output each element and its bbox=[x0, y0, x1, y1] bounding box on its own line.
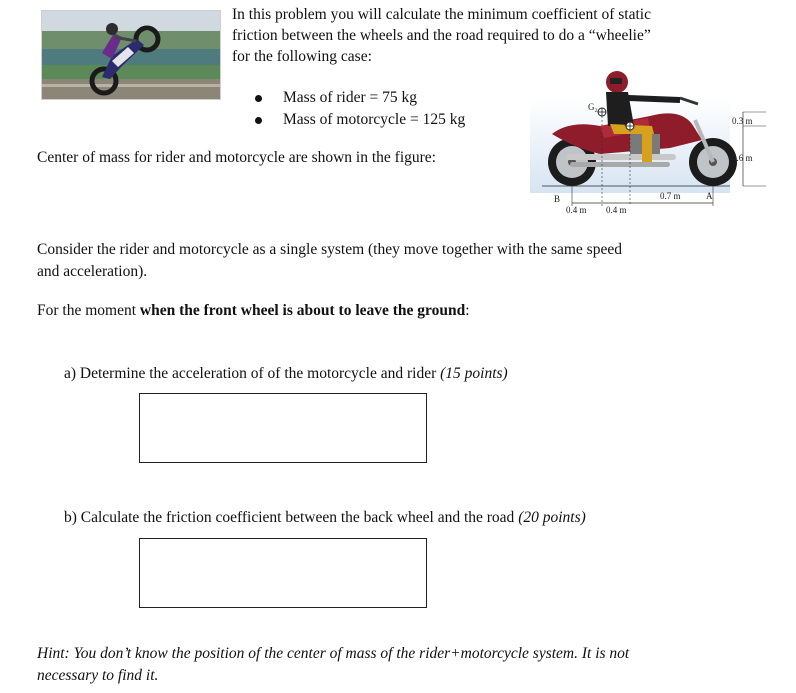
moment-suffix: : bbox=[465, 302, 470, 319]
hint-paragraph bbox=[37, 643, 757, 687]
g1-label: G₁ bbox=[617, 116, 627, 126]
moment-statement bbox=[37, 302, 470, 320]
intro-line-3: for the following case: bbox=[232, 48, 372, 65]
hint-line-2: necessary to find it. bbox=[37, 667, 159, 684]
dim-0-4-second: 0.4 m bbox=[606, 205, 627, 215]
b-label: B bbox=[554, 194, 561, 204]
question-b bbox=[64, 509, 586, 527]
moment-prefix: For the moment bbox=[37, 302, 140, 319]
center-of-mass-text: Center of mass for rider and motorcycle are shown in the figure: bbox=[37, 149, 436, 166]
motorcycle-mass-text: Mass of motorcycle = 125 kg bbox=[283, 111, 466, 128]
question-a-text: a) Determine the acceleration of of the motorcycle and rider bbox=[64, 365, 441, 382]
wheelie-photo-drawing bbox=[42, 11, 220, 99]
g2-label: G₂ bbox=[588, 102, 598, 112]
question-a-points: (15 points) bbox=[440, 365, 508, 382]
moment-bold: when the front wheel is about to leave the ground bbox=[139, 302, 466, 319]
motorcycle-figure bbox=[530, 68, 770, 218]
answer-box-b[interactable] bbox=[139, 538, 427, 608]
list-item bbox=[255, 109, 465, 131]
list-item bbox=[255, 87, 465, 109]
intro-paragraph bbox=[232, 4, 732, 67]
dim-0-7: 0.7 m bbox=[660, 191, 681, 201]
consider-line-1: Consider the rider and motorcycle as a single system (they move together with the same speed bbox=[37, 241, 622, 258]
rider-mass-text: Mass of rider = 75 kg bbox=[283, 89, 418, 106]
answer-box-a[interactable] bbox=[139, 393, 427, 463]
question-a bbox=[64, 365, 508, 383]
bullet-icon bbox=[255, 95, 262, 102]
a-label: A bbox=[706, 191, 713, 201]
question-b-text: b) Calculate the friction coefficient between the back wheel and the road bbox=[64, 509, 519, 526]
consider-paragraph bbox=[37, 239, 717, 283]
question-b-points: (20 points) bbox=[518, 509, 586, 526]
wheelie-photo bbox=[41, 10, 221, 100]
motorcycle-diagram bbox=[530, 68, 770, 218]
intro-line-2: friction between the wheels and the road required to do a “wheelie” bbox=[232, 27, 651, 44]
hint-line-1: Hint: You don’t know the position of the center of mass of the rider+motorcycle system. It is not bbox=[37, 645, 630, 662]
intro-line-1: In this problem you will calculate the minimum coefficient of static bbox=[232, 6, 651, 23]
dim-0-3: 0.3 m bbox=[732, 116, 753, 126]
bullet-icon bbox=[255, 117, 262, 124]
given-list bbox=[255, 87, 465, 131]
dim-0-6: 0.6 m bbox=[732, 153, 753, 163]
consider-line-2: and acceleration). bbox=[37, 263, 148, 280]
dim-0-4-first: 0.4 m bbox=[566, 205, 587, 215]
